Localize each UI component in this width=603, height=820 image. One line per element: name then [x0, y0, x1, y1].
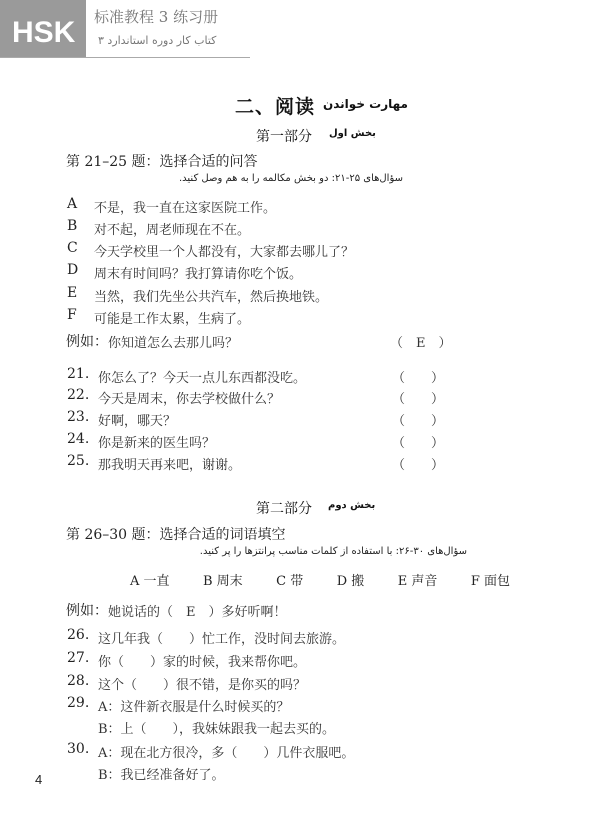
question-text: A：这件新衣服是什么时候买的？: [98, 700, 290, 715]
question-number: 23.: [67, 409, 90, 425]
section-title-fa: مهارت خواندن: [323, 97, 408, 111]
option-text: 可能是工作太累，生病了。: [94, 312, 251, 327]
question-number: 29.: [67, 695, 90, 711]
book-title: 标准教程 3 练习册: [94, 8, 219, 26]
word-choices: [130, 570, 510, 589]
example-text: 你知道怎么去那儿吗？: [108, 336, 239, 351]
word-choice: F 面包: [470, 574, 510, 589]
answer-blank: （ ）: [392, 371, 445, 386]
page-number: 4: [35, 772, 43, 787]
word-choice: D 搬: [336, 574, 365, 589]
part1-title: 第一部分: [256, 129, 312, 145]
answer-blank: （ ）: [392, 392, 445, 407]
option-letter: F: [67, 307, 77, 323]
hsk-logo: HSK: [12, 16, 76, 49]
option-letter: E: [67, 285, 78, 301]
question-number: 21.: [67, 366, 90, 382]
option-letter: D: [67, 262, 79, 278]
question-number: 27.: [67, 650, 90, 666]
option-letter: B: [67, 218, 78, 234]
question-text: 你（ ）家的时候，我来帮你吧。: [98, 655, 307, 670]
part2-title-fa: بخش دوم: [328, 500, 376, 511]
word-choice: C 带: [276, 574, 304, 589]
question-number: 30.: [67, 741, 90, 757]
question-text: 那我明天再来吧，谢谢。: [98, 458, 242, 473]
question-text: 这几年我（ ）忙工作，没时间去旅游。: [98, 632, 346, 647]
question-number: 25.: [67, 453, 90, 469]
option-text: 当然，我们先坐公共汽车，然后换地铁。: [94, 290, 329, 305]
example-label: 例如：: [66, 603, 108, 619]
section-title: 二、阅读: [235, 96, 316, 118]
option-text: 不是，我一直在这家医院工作。: [94, 201, 277, 216]
example-label: 例如：: [66, 334, 108, 350]
part1-instruction: 第 21–25 题：选择合适的问答: [66, 154, 258, 170]
question-number: 26.: [67, 627, 90, 643]
option-text: 对不起，周老师现在不在。: [94, 223, 251, 238]
question-text: 今天是周末，你去学校做什么？: [98, 392, 281, 407]
book-subtitle-fa: کتاب کار دوره استاندارد ۳: [98, 34, 217, 47]
word-choice: A 一直: [130, 574, 170, 589]
part2-instruction-fa: سؤال‌های ۳۰-۲۶: با استفاده از کلمات مناسب پرانتزها را پر کنید.: [199, 546, 467, 557]
part1-instruction-fa: سؤال‌های ۲۵-۲۱: دو بخش مکالمه را به هم وصل کنید.: [178, 173, 403, 184]
part2-instruction: 第 26–30 题：选择合适的词语填空: [66, 527, 286, 543]
question-text: 这个（ ）很不错，是你买的吗？: [98, 678, 307, 693]
question-text: 你是新来的医生吗？: [98, 436, 216, 451]
question-text: B：上（ ），我妹妹跟我一起去买的。: [98, 722, 336, 737]
example-answer: （ E ）: [390, 336, 452, 351]
word-choice: E 声音: [397, 574, 438, 589]
part2-title: 第二部分: [256, 501, 312, 517]
word-choice: B 周末: [203, 574, 243, 589]
question-number: 22.: [67, 387, 90, 403]
option-letter: C: [67, 240, 78, 256]
option-letter: A: [67, 196, 78, 212]
answer-blank: （ ）: [392, 414, 445, 429]
answer-blank: （ ）: [392, 458, 445, 473]
example-text: 她说话的（ E ）多好听啊！: [108, 605, 287, 620]
question-text: A：现在北方很冷，多（ ）几件衣服吧。: [98, 746, 355, 761]
question-number: 24.: [67, 431, 90, 447]
question-text: 好啊，哪天？: [98, 414, 177, 429]
option-text: 周末有时间吗？我打算请你吃个饭。: [94, 267, 303, 282]
question-text: B：我已经准备好了。: [98, 768, 225, 783]
answer-blank: （ ）: [392, 436, 445, 451]
question-text: 你怎么了？今天一点儿东西都没吃。: [98, 371, 307, 386]
part1-title-fa: بخش اول: [329, 128, 376, 139]
option-text: 今天学校里一个人都没有，大家都去哪儿了？: [94, 245, 355, 260]
question-number: 28.: [67, 673, 90, 689]
header-divider: [0, 57, 250, 58]
